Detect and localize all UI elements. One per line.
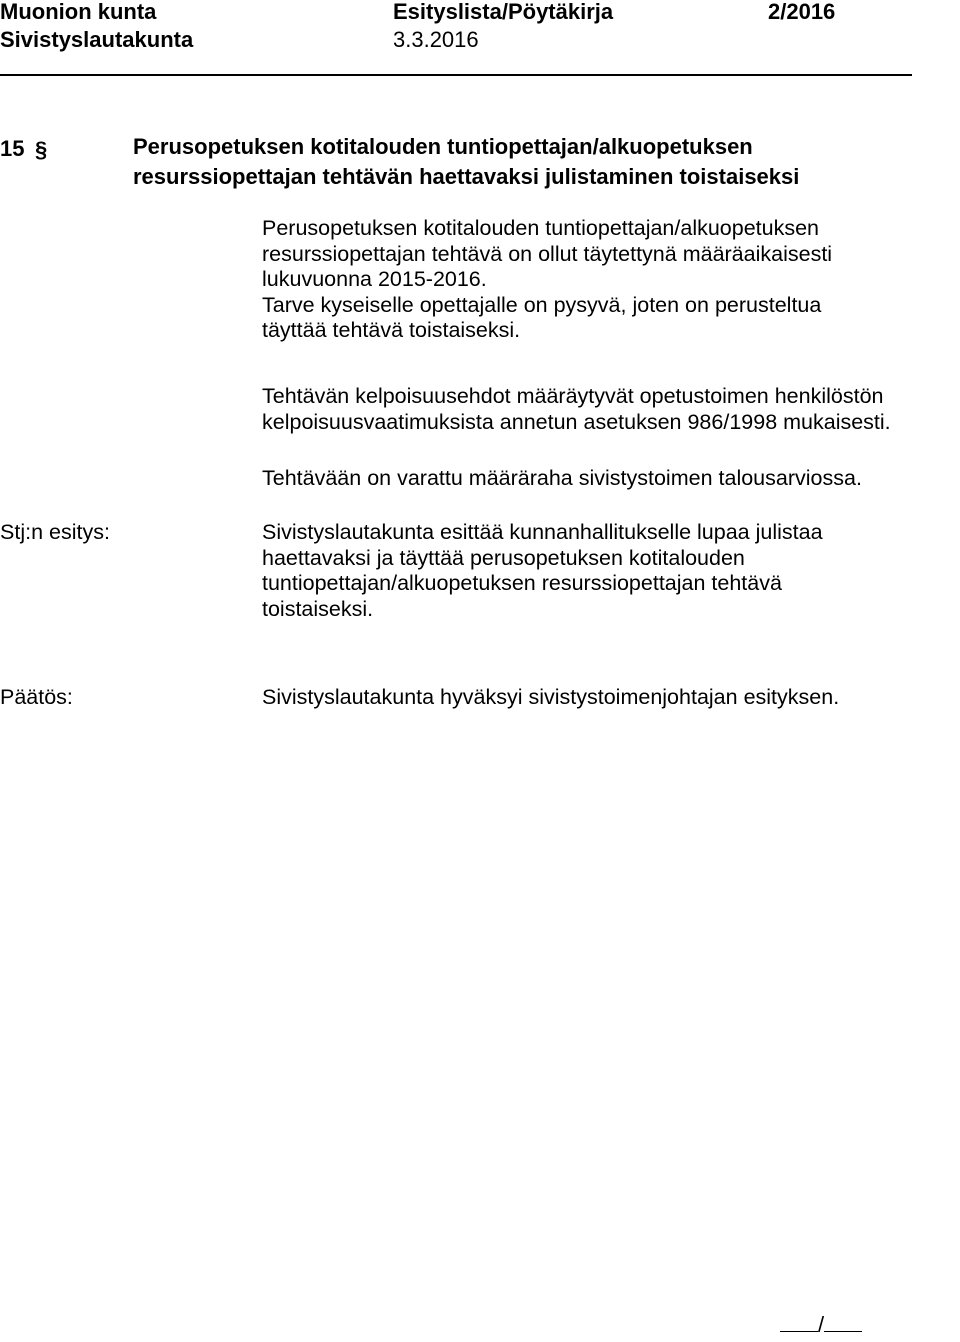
- decision-text: Sivistyslautakunta hyväksyi sivistystoimenjohtajan esityksen.: [262, 685, 840, 709]
- background-paragraph: [262, 216, 960, 344]
- section-title: [133, 132, 913, 192]
- paragraph-line: Tehtävään on varattu määräraha sivistystoimen talousarviossa.: [262, 466, 862, 490]
- paragraph-line: Tehtävän kelpoisuusehdot määräytyvät opetustoimen henkilöstön: [262, 384, 884, 408]
- paragraph-line: tuntiopettajan/alkuopetuksen resurssiopettajan tehtävä: [262, 571, 782, 595]
- committee-name: Sivistyslautakunta: [0, 27, 194, 52]
- initials-blank: [780, 1311, 818, 1332]
- header-divider: [0, 74, 912, 76]
- section-title-line: resurssiopettajan tehtävän haettavaksi julistaminen toistaiseksi: [133, 164, 800, 189]
- paragraph-line: haettavaksi ja täyttää perusopetuksen kotitalouden: [262, 545, 745, 570]
- initials-separator: /: [818, 1312, 825, 1337]
- initials-line: [780, 1310, 862, 1340]
- section-title-line: Perusopetuksen kotitalouden tuntiopettajan/alkuopetuksen: [133, 134, 753, 159]
- proposal-text: [262, 520, 960, 622]
- paragraph-line: lukuvuonna 2015-2016.: [262, 267, 487, 291]
- paragraph-line: kelpoisuusvaatimuksista annetun asetuksen 986/1998 mukaisesti.: [262, 409, 891, 434]
- qualification-paragraph: [262, 384, 960, 435]
- section-sign-icon: [33, 134, 53, 164]
- meeting-date: 3.3.2016: [393, 27, 479, 52]
- proposal-label: Stj:n esitys:: [0, 520, 110, 544]
- paragraph-line: toistaiseksi.: [262, 596, 374, 621]
- initials-blank: [824, 1311, 862, 1332]
- section-number: 15: [0, 136, 25, 161]
- paragraph-line: täyttää tehtävä toistaiseksi.: [262, 318, 521, 342]
- paragraph-line: Perusopetuksen kotitalouden tuntiopettajan/alkuopetuksen: [262, 216, 820, 240]
- paragraph-line: Tarve kyseiselle opettajalle on pysyvä, joten on perusteltua: [262, 292, 822, 317]
- paragraph-line: resurssiopettajan tehtävä on ollut täytettynä määräaikaisesti: [262, 241, 833, 266]
- municipality-name: Muonion kunta: [0, 0, 157, 24]
- document-type: Esityslista/Pöytäkirja: [393, 0, 614, 24]
- document-number: 2/2016: [768, 0, 836, 24]
- decision-label: Päätös:: [0, 685, 73, 709]
- svg-text:§: §: [35, 137, 48, 162]
- budget-paragraph: [262, 466, 960, 492]
- paragraph-line: Sivistyslautakunta esittää kunnanhallitukselle lupaa julistaa: [262, 520, 823, 544]
